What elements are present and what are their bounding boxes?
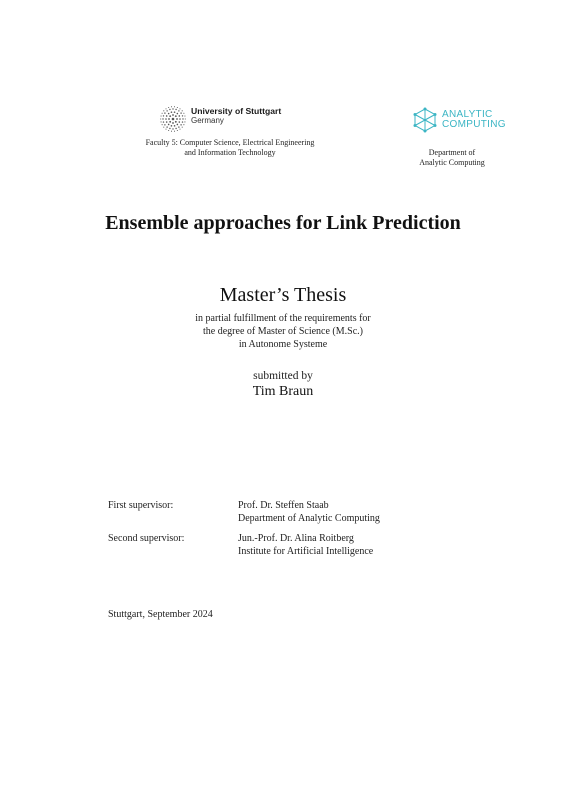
supervisor-name: Prof. Dr. Steffen Staab — [238, 500, 329, 511]
author-name: Tim Braun — [252, 384, 314, 399]
place-and-date: Stuttgart, September 2024 — [108, 609, 213, 620]
analytic-computing-logo — [412, 107, 506, 133]
department-line: Analytic Computing — [419, 158, 485, 167]
supervisor-label: Second supervisor: — [108, 533, 185, 544]
university-logo — [160, 106, 281, 132]
supervisor-affiliation: Department of Analytic Computing — [238, 513, 380, 524]
supervisor-name: Jun.-Prof. Dr. Alina Roitberg — [238, 533, 354, 544]
submitted-by-label: submitted by — [253, 370, 313, 382]
faculty-line: and Information Technology — [184, 148, 276, 157]
network-hexagon-icon — [412, 107, 438, 133]
thesis-type: Master’s Thesis — [219, 284, 347, 306]
university-name: University of Stuttgart — [191, 106, 282, 116]
university-country: Germany — [191, 116, 224, 125]
faculty-line: Faculty 5: Computer Science, Electrical Engineering — [145, 138, 315, 147]
supervisors-block — [108, 499, 380, 565]
analytic-logo-line1: ANALYTIC — [442, 109, 493, 120]
university-emblem-icon — [160, 106, 186, 132]
fulfillment-line: in Autonome Systeme — [238, 339, 328, 350]
thesis-title: Ensemble approaches for Link Prediction — [105, 212, 461, 234]
faculty-name — [120, 138, 340, 158]
department-line: Department of — [428, 148, 476, 157]
fulfillment-line: in partial fulfillment of the requirements for — [195, 313, 371, 324]
supervisor-row — [108, 532, 380, 558]
supervisor-row — [108, 499, 380, 525]
analytic-logo-line2: COMPUTING — [442, 119, 506, 130]
fulfillment-line: the degree of Master of Science (M.Sc.) — [203, 326, 363, 337]
degree-fulfillment — [0, 312, 566, 351]
department-name — [392, 148, 512, 168]
supervisor-affiliation: Institute for Artificial Intelligence — [238, 546, 374, 557]
supervisor-label: First supervisor: — [108, 500, 174, 511]
